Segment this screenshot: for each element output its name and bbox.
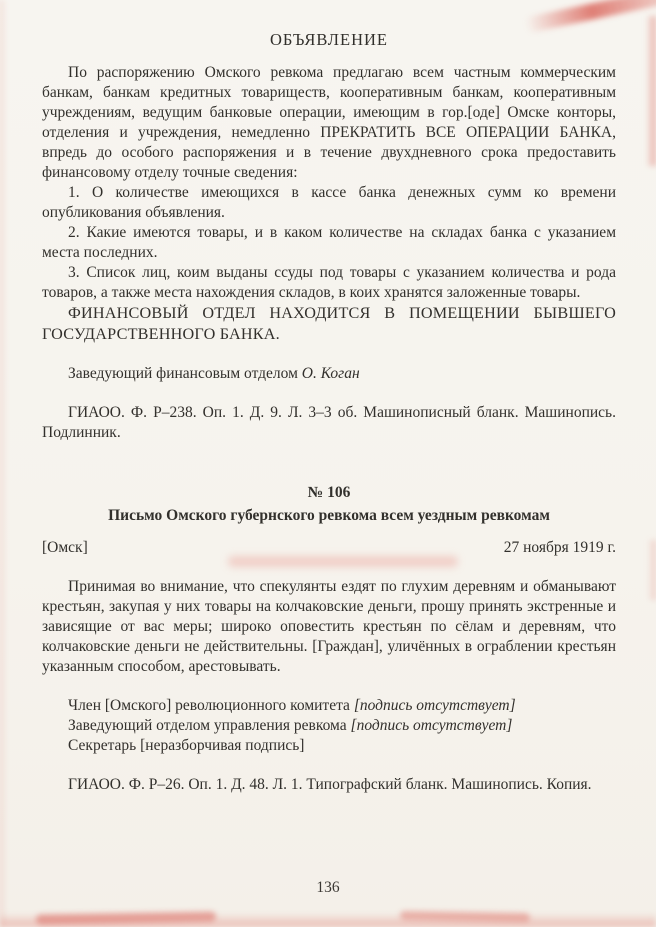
document-1-list-item-3: 3. Список лиц, коим выданы ссуды под товары с указанием количества и рода товаров, а также места нахождения складов, в коих хранятся заложенные товары. bbox=[42, 264, 616, 301]
document-1-signature-line bbox=[42, 364, 616, 384]
document-1-emphasis-paragraph: ФИНАНСОВЫЙ ОТДЕЛ НАХОДИТСЯ В ПОМЕЩЕНИИ БЫВШЕГО ГОСУДАРСТВЕННОГО БАНКА. bbox=[42, 304, 616, 343]
signature-line-3 bbox=[42, 736, 616, 756]
document-2-number: № 106 bbox=[307, 484, 351, 501]
signature-label: Член [Омского] революционного комитета bbox=[68, 697, 350, 714]
dateline-place: [Омск] bbox=[42, 539, 88, 556]
signature-block bbox=[42, 696, 616, 756]
document-1-archival-reference: ГИАОО. Ф. Р–238. Оп. 1. Д. 9. Л. 3–3 об. Машинописный бланк. Машинопись. Подлинник. bbox=[42, 404, 616, 441]
signature-note: [подпись отсутствует] bbox=[350, 717, 513, 734]
signature-label: Заведующий отделом управления ревкома bbox=[68, 717, 347, 734]
scan-artifact-bottom-right bbox=[400, 911, 530, 922]
signature-name: О. Коган bbox=[301, 365, 360, 382]
document-2-body-paragraph: Принимая во внимание, что спекулянты ездят по глухим деревням и обманывают крестьян, закупая у них товары на колчаковские деньги, прошу принять экстренные и зависящие от вас меры; широко оповестить крестьян по сёлам и деревням, что колчаковские деньги не действительны. [Граждан], уличённых в ограблении крестьян указанным способом, арестовывать. bbox=[42, 578, 616, 675]
document-2 bbox=[42, 483, 616, 795]
dateline-date: 27 ноября 1919 г. bbox=[503, 539, 616, 556]
signature-note: [неразборчивая подпись] bbox=[140, 737, 305, 754]
document-2-archival-reference: ГИАОО. Ф. Р–26. Оп. 1. Д. 48. Л. 1. Типографский бланк. Машинопись. Копия. bbox=[68, 776, 592, 793]
signature-note: [подпись отсутствует] bbox=[353, 697, 516, 714]
page-number: 136 bbox=[316, 879, 340, 896]
signature-label: Заведующий финансовым отделом bbox=[68, 365, 298, 382]
document-2-title: Письмо Омского губернского ревкома всем уездным ревкомам bbox=[108, 507, 550, 524]
signature-line-1 bbox=[42, 696, 616, 716]
document-1-list-item-1: 1. О количестве имеющихся в кассе банка денежных сумм ко времени опубликования объявления. bbox=[42, 184, 616, 221]
scan-artifact-bottom-edge bbox=[0, 913, 656, 927]
document-1-list-item-2: 2. Какие имеются товары, и в каком количестве на складах банка с указанием места последних. bbox=[42, 224, 616, 261]
document-1 bbox=[42, 30, 616, 443]
scan-artifact-bottom-left bbox=[36, 911, 216, 924]
document-1-intro-paragraph: По распоряжению Омского ревкома предлагаю всем частным коммерческим банкам, банкам кредитных товариществ, кооперативным банкам, кооперативным учреждениям, ведущим банковые операции, имеющим в гор.[оде] Омске конторы, отделения и учреждения, немедленно ПРЕКРАТИТЬ ВСЕ ОПЕРАЦИИ БАНКА, впредь до особого распоряжения и в течение двухдневного срока предоставить финансовому отделу точные сведения: bbox=[42, 64, 616, 181]
dateline bbox=[42, 538, 616, 558]
document-1-title: ОБЪЯВЛЕНИЕ bbox=[270, 30, 388, 49]
signature-line-2 bbox=[42, 716, 616, 736]
signature-label: Секретарь bbox=[68, 737, 137, 754]
